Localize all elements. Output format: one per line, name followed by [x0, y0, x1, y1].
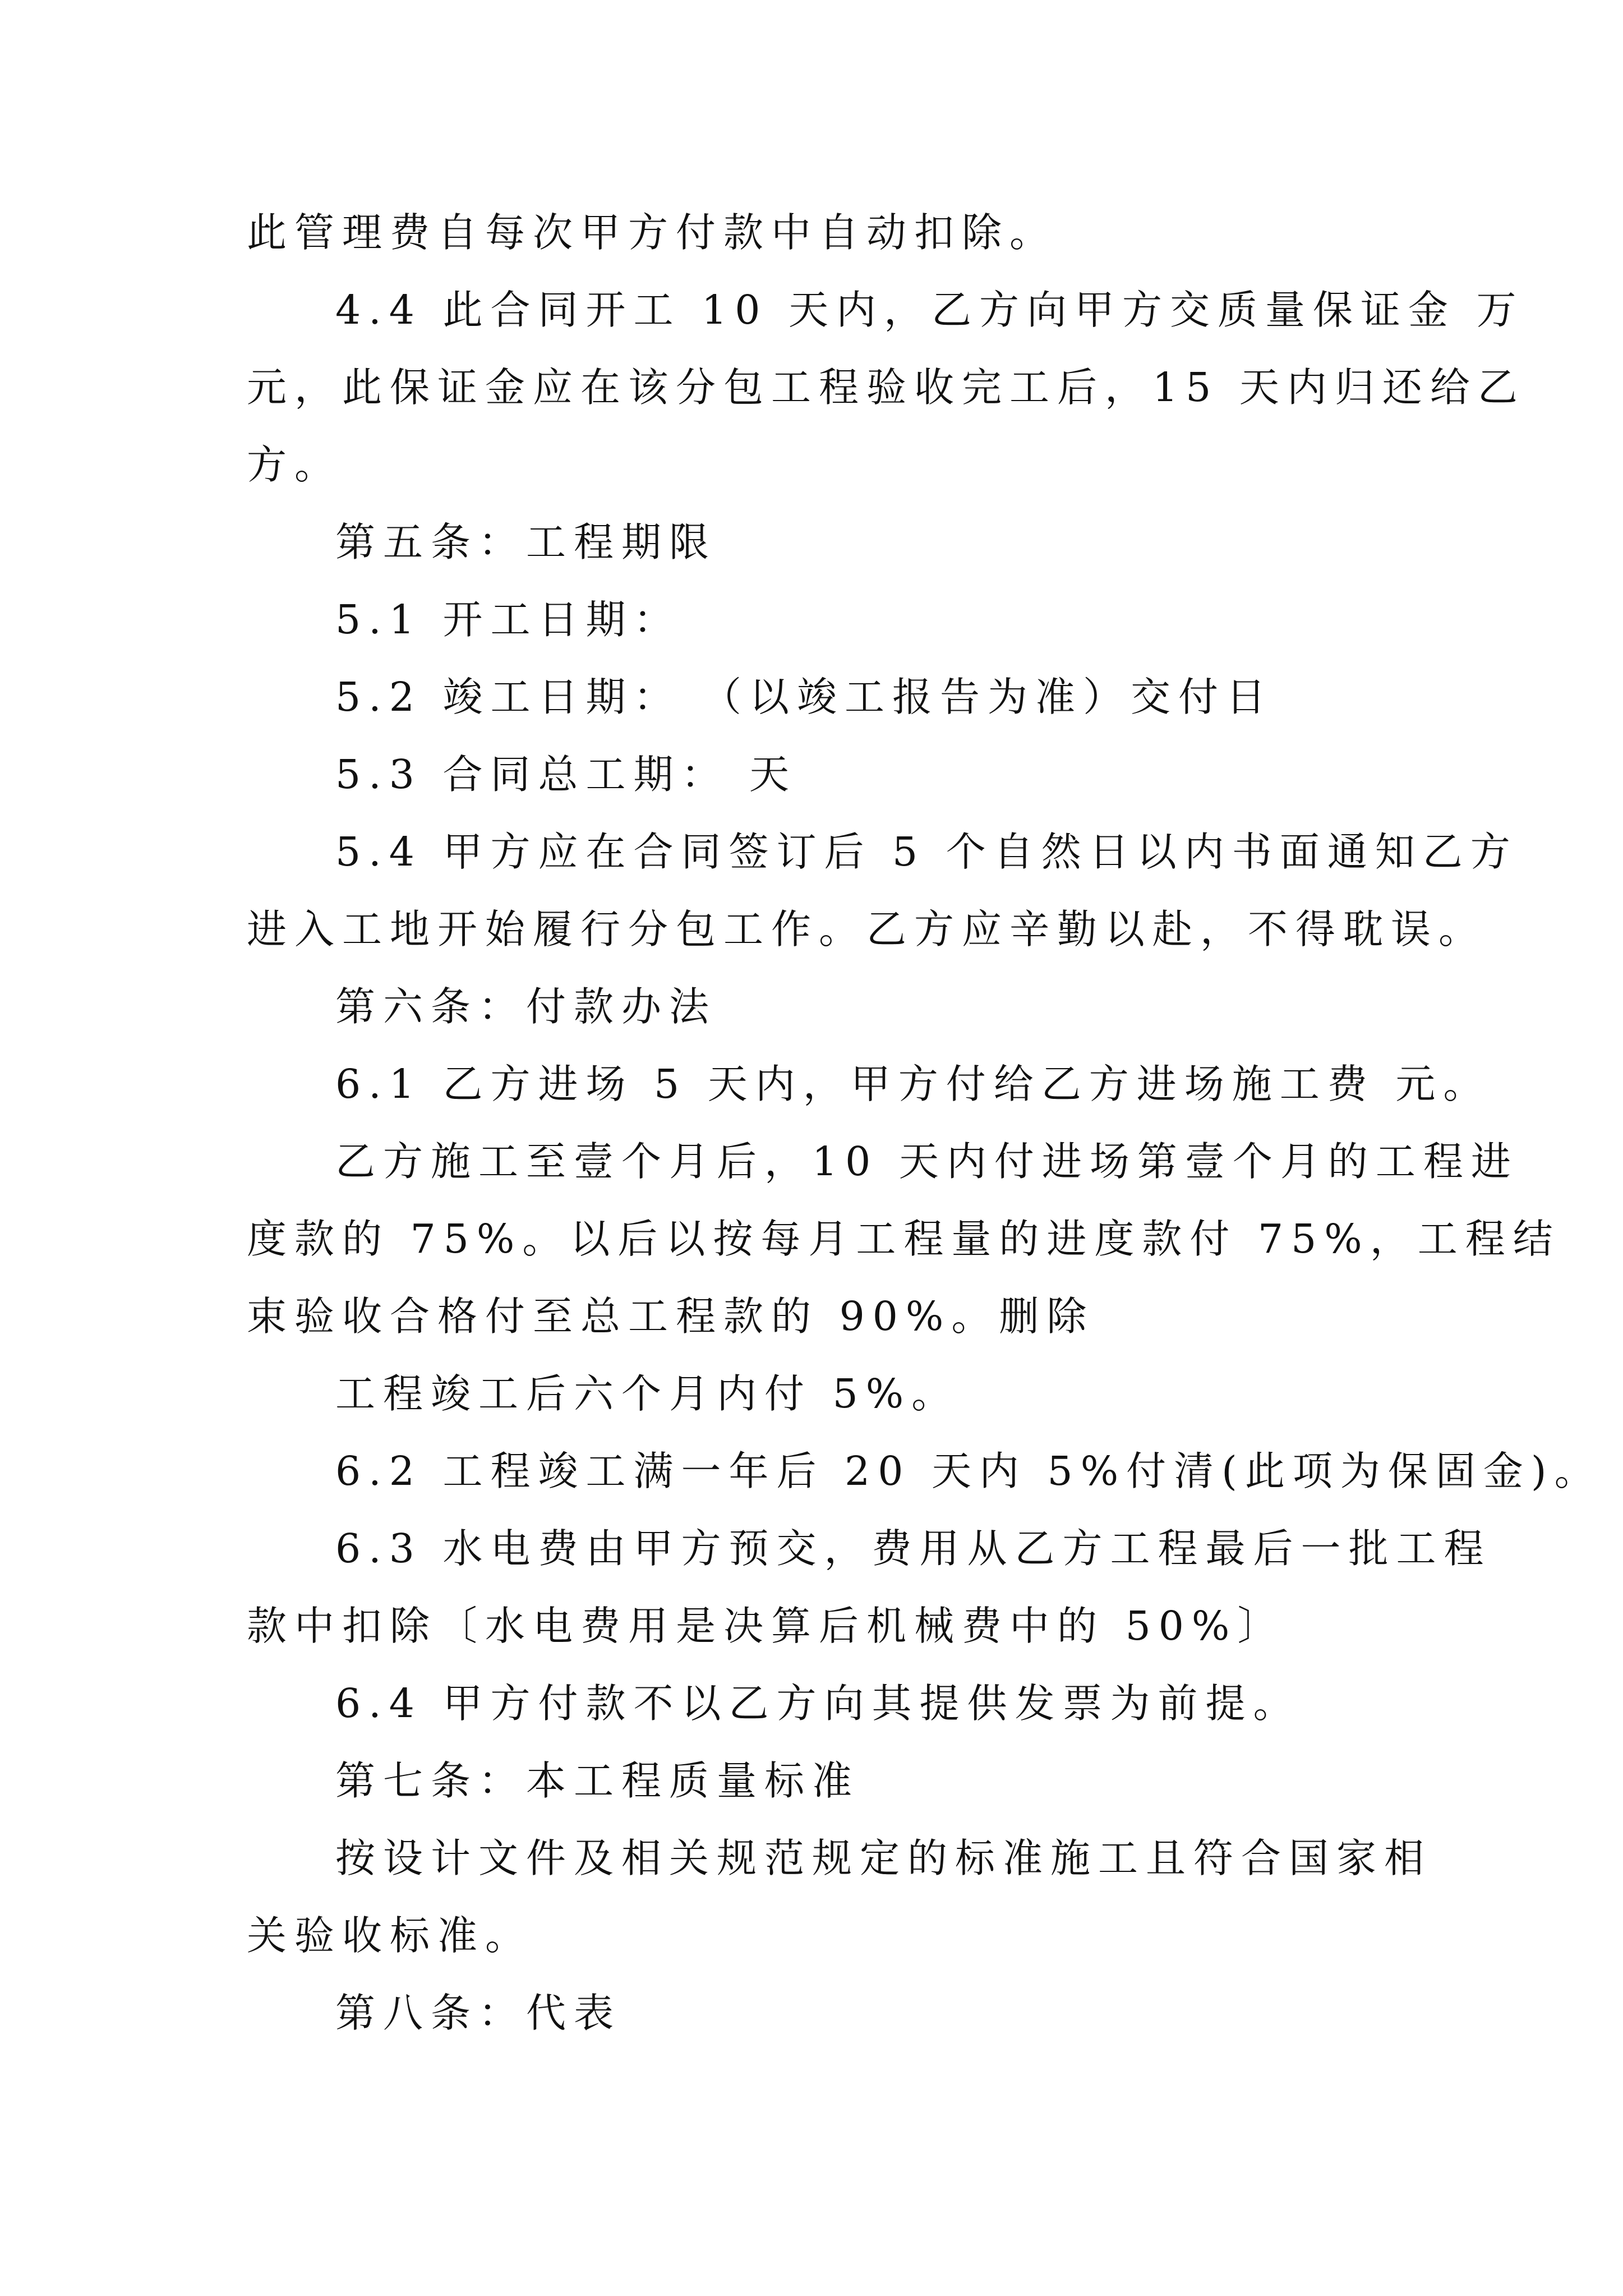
- text-line: 5.1 开工日期：: [335, 596, 681, 643]
- text-line: 5.3 合同总工期： 天: [335, 751, 797, 798]
- text-line: 4.4 此合同开工 10 天内，乙方向甲方交质量保证金 万: [335, 287, 1524, 333]
- text-line: 6.4 甲方付款不以乙方向其提供发票为前提。: [335, 1680, 1301, 1727]
- text-line: 元，此保证金应在该分包工程验收完工后，15 天内归还给乙: [247, 364, 1525, 411]
- section-heading: 第七条：本工程质量标准: [335, 1757, 860, 1804]
- section-heading: 第六条：付款办法: [335, 983, 717, 1030]
- text-line: 6.1 乙方进场 5 天内，甲方付给乙方进场施工费 元。: [335, 1061, 1491, 1107]
- text-line: 乙方施工至壹个月后，10 天内付进场第壹个月的工程进: [335, 1138, 1519, 1185]
- text-line: 关验收标准。: [247, 1912, 533, 1959]
- section-heading: 第五条：工程期限: [335, 519, 717, 565]
- text-line: 进入工地开始履行分包工作。乙方应辛勤以赴，不得耽误。: [247, 906, 1487, 953]
- text-line: 束验收合格付至总工程款的 90%。删除: [247, 1293, 1095, 1340]
- text-line: 按设计文件及相关规范规定的标准施工且符合国家相: [335, 1835, 1432, 1881]
- text-line: 6.2 工程竣工满一年后 20 天内 5%付清(此项为保固金)。: [335, 1448, 1602, 1494]
- text-line: 6.3 水电费由甲方预交，费用从乙方工程最后一批工程: [335, 1525, 1492, 1572]
- section-heading: 第八条：代表: [335, 1990, 622, 2036]
- text-line: 工程竣工后六个月内付 5%。: [335, 1370, 960, 1417]
- text-line: 5.4 甲方应在合同签订后 5 个自然日以内书面通知乙方: [335, 829, 1518, 875]
- text-line: 此管理费自每次甲方付款中自动扣除。: [247, 209, 1058, 256]
- text-line: 款中扣除〔水电费用是决算后机械费中的 50%〕: [247, 1603, 1285, 1649]
- text-line: 5.2 竣工日期： （以竣工报告为准）交付日: [335, 674, 1274, 720]
- text-line: 度款的 75%。以后以按每月工程量的进度款付 75%，工程结: [247, 1216, 1561, 1262]
- text-line: 方。: [247, 441, 343, 488]
